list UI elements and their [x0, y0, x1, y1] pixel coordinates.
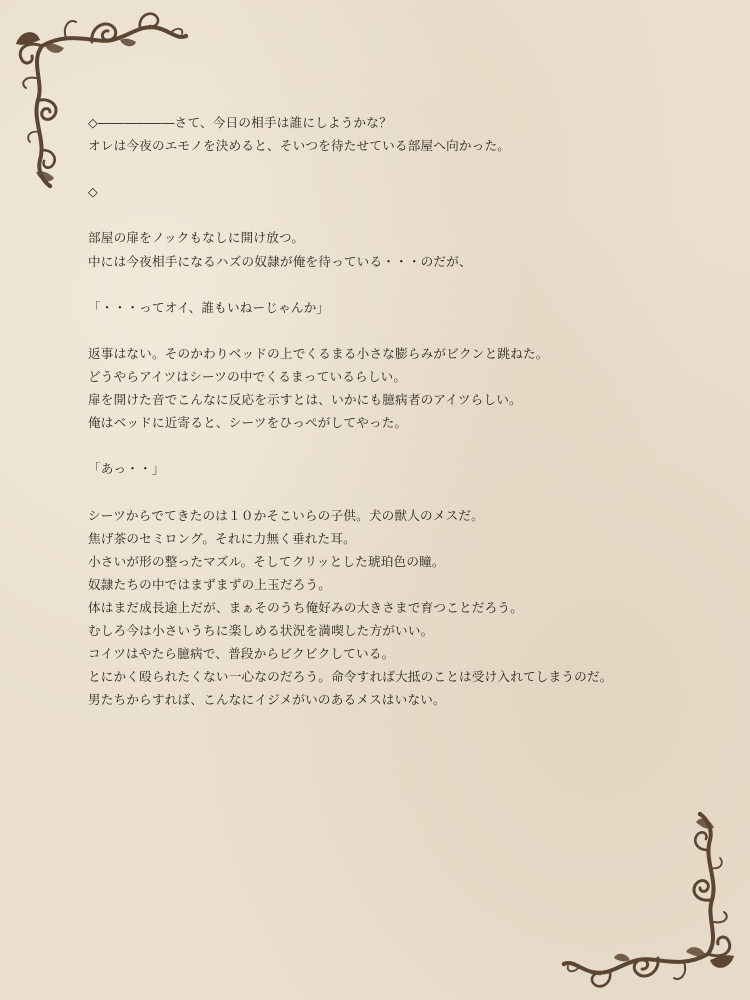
story-line	[88, 319, 718, 342]
story-line: どうやらアイツはシーツの中でくるまっているらしい。	[88, 369, 407, 385]
story-line: とにかく殴られたくない一心なのだろう。命令すれば大抵のことは受け入れてしまうのだ。	[88, 669, 613, 685]
story-line: シーツからでてきたのは１０かそこいらの子供。犬の獣人のメスだ。	[88, 507, 484, 523]
story-line: 焦げ茶のセミロング。それに力無く垂れた耳。	[88, 530, 356, 546]
story-line: 「・・・ってオイ、誰もいねーじゃんか」	[88, 299, 330, 315]
story-line	[88, 481, 718, 504]
story-line: ◇――――――さて、今日の相手は誰にしようかな？	[88, 115, 392, 130]
story-line: 返事はない。そのかわりベッドの上でくるまる小さな膨らみがビクンと跳ねた。	[88, 345, 549, 361]
story-line: 奴隷たちの中ではまずまずの上玉だろう。	[88, 576, 332, 592]
story-line	[88, 203, 718, 226]
vine-ornament-bottom-right-icon	[550, 800, 750, 1000]
story-line: むしろ今は小さいうちに楽しめる状況を満喫した方がいい。	[88, 623, 434, 639]
story-line: コイツはやたら臆病で、普段からビクビクしている。	[88, 646, 395, 662]
story-line: 男たちからすれば、こんなにイジメがいのあるメスはいない。	[88, 692, 446, 708]
story-line: 「あっ・・」	[88, 461, 165, 477]
story-line: 中には今夜相手になるハズの奴隷が俺を待っている・・・のだが、	[88, 253, 472, 269]
story-line	[88, 273, 718, 296]
story-line: 部屋の扉をノックもなしに開け放つ。	[88, 230, 305, 246]
story-line: 体はまだ成長途上だが、まぁそのうち俺好みの大きさまで育つことだろう。	[88, 599, 523, 615]
story-line: オレは今夜のエモノを決めると、そいつを待たせている部屋へ向かった。	[88, 138, 511, 154]
story-line	[88, 157, 718, 180]
story-line: 俺はベッドに近寄ると、シーツをひっぺがしてやった。	[88, 415, 408, 431]
story-text	[88, 111, 718, 711]
story-line: ◇	[88, 184, 98, 200]
story-line: 扉を開けた音でこんなに反応を示すとは、いかにも臆病者のアイツらしい。	[88, 392, 522, 408]
story-line: 小さいが形の整ったマズル。そしてクリッとした琥珀色の瞳。	[88, 553, 445, 569]
story-line	[88, 434, 718, 457]
